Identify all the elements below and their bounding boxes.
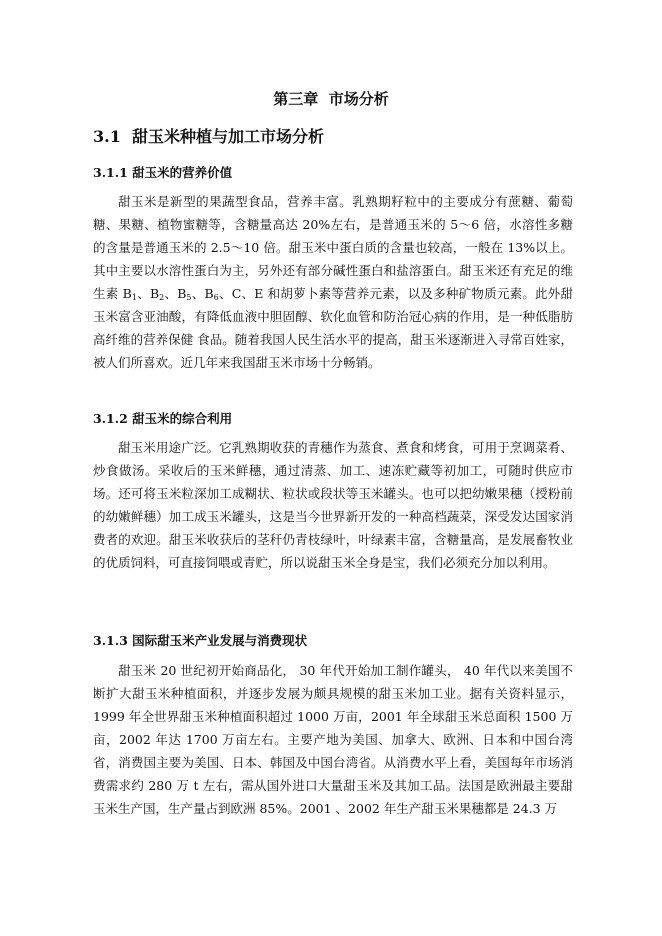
vitamin-b2-subscript: 2	[159, 293, 165, 302]
paragraph-international: 甜玉米 20 世纪初开始商品化， 30 年代开始加工制作罐头， 40 年代以来美国不断扩大甜玉米种植面积，并逐步发展为颇具规模的甜玉米加工业。据有关资料显示，1999 年全世界甜玉米种植面积超过 1000 万亩，2001 年全球甜玉米总面积 1500 万亩，2002 年达 1700 万亩左右。主要产地为美国、加拿大、欧洲、日本和中国台湾省，消费国主要为美国、日本、韩国及中国台湾省。从消费水平上看，美国每年市场消费需求约 280 万 t 左右，需从国外进口大量甜玉米及其加工品。法国是欧洲最主要甜玉米生产国，生产量占到欧洲 85%。2001 、2002 年生产甜玉米果穗都是 24.3 万	[93, 663, 573, 816]
vitamin-sep-1: 、B	[136, 286, 160, 301]
nutrition-text-a: 甜玉米是新型的果蔬型食品，营养丰富。乳熟期籽粒中的主要成分有蔗糖、葡萄糖、果糖、植物蜜糖等，含糖量高达 20%左右，是普通玉米的 5～6 倍，水溶性多糖的含量是普通玉米的 2.5～10 倍。甜玉米中蛋白质的含量也较高，一般在 13%以上。其中主要以水溶性蛋白为主，另外还有部分碱性蛋白和盐溶蛋白。甜玉米还有充足的维生素 B	[93, 194, 573, 301]
vitamin-sep-2: 、B	[164, 286, 187, 301]
paragraph-nutrition	[93, 190, 573, 374]
chapter-title: 第三章 市场分析	[273, 90, 389, 108]
nutrition-text-b: 、C、E 和胡萝卜素等营养元素，以及多种矿物质元素。此外甜玉米富含亚油酸，有降低血液中胆固醇、软化血管和防治冠心病的作用，是一种低脂肪高纤维的营养保健 食品。随着我国人民生活水平的提高，甜玉米逐渐进入寻常百姓家，被人们所喜欢。近几年来我国甜玉米市场十分畅销。	[93, 286, 574, 370]
vitamin-b6-subscript: 6	[213, 293, 219, 302]
vitamin-b1-subscript: 1	[131, 293, 137, 302]
paragraph-utilization: 甜玉米用途广泛。它乳熟期收获的青穗作为蒸食、煮食和烤食，可用于烹调菜肴、炒食做汤。采收后的玉米鲜穗，通过清蒸、加工、速冻贮藏等初加工，可随时供应市场。还可将玉米粒深加工成糊状、粒状或段状等玉米罐头。也可以把幼嫩果穗（授粉前的幼嫩鲜穗）加工成玉米罐头，这是当今世界新开发的一种高档蔬菜，深受发达国家消费者的欢迎。甜玉米收获后的茎秆仍青枝绿叶，叶绿素丰富，含糖量高，是发展畜牧业的优质饲料，可直接饲喂或青贮，所以说甜玉米全身是宝，我们必须充分加以利用。	[93, 440, 573, 570]
subsection-title-international: 3.1.3 国际甜玉米产业发展与消费现状	[93, 633, 308, 648]
subsection-title-utilization: 3.1.2 甜玉米的综合利用	[93, 411, 233, 426]
subsection-title-nutrition: 3.1.1 甜玉米的营养价值	[93, 165, 233, 180]
vitamin-sep-3: 、B	[191, 286, 214, 301]
vitamin-b5-subscript: 5	[186, 293, 192, 302]
section-title: 3.1 甜玉米种植与加工市场分析	[93, 127, 324, 146]
